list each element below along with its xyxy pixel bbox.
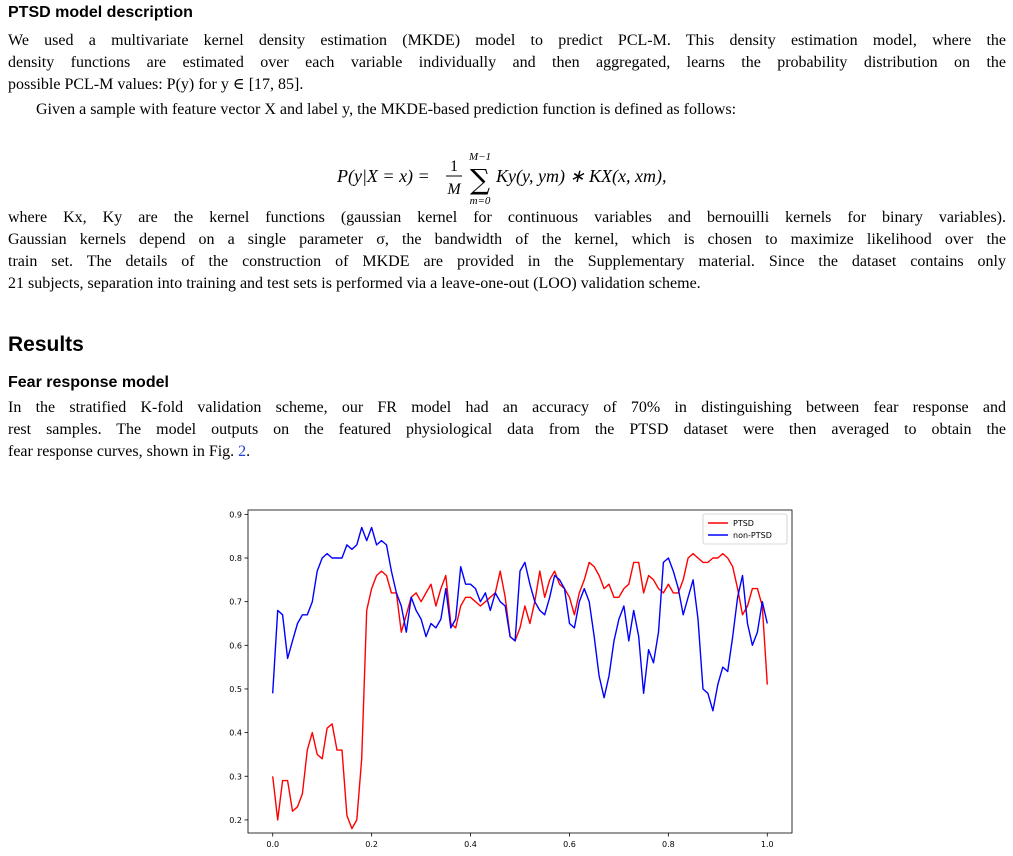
series-line-ptsd xyxy=(273,554,768,829)
equation-rhs: Ky(y, ym) ∗ KX(x, xm), xyxy=(496,166,667,186)
section-title-results: Results xyxy=(8,333,84,356)
series-lines xyxy=(273,528,768,829)
x-tick-label: 1.0 xyxy=(760,840,774,849)
y-tick-label: 0.2 xyxy=(229,815,242,825)
text-line: 21 subjects, separation into training and test sets is performed via a leave-one-out (LOO) validation scheme. xyxy=(8,275,701,292)
section-title-ptsd-model: PTSD model description xyxy=(8,4,193,21)
text-line: density functions are estimated over each variable individually and then aggregated, learns the probability distribution on the xyxy=(8,54,1006,71)
series-line-non-ptsd xyxy=(273,528,768,711)
legend xyxy=(703,514,787,544)
paragraph-kernels xyxy=(8,207,1006,295)
equation-mkde xyxy=(0,152,1013,207)
equation-lhs: P(y|X = x) = xyxy=(337,166,430,186)
legend-label: non-PTSD xyxy=(733,531,772,540)
equation-graphic xyxy=(0,152,1013,212)
subsection-title-fear-response: Fear response model xyxy=(8,374,169,391)
sum-symbol: ∑ xyxy=(470,163,490,196)
text-line: In the stratified K-fold validation scheme, our FR model had an accuracy of 70% in distinguishing between fear response and xyxy=(8,399,1006,416)
x-tick-label: 0.8 xyxy=(661,840,675,849)
equation-frac-den: M xyxy=(447,181,461,198)
x-tick-label: 0.0 xyxy=(266,840,280,849)
paragraph-prediction-intro: Given a sample with feature vector X and label y, the MKDE-based prediction function is defined as follows: xyxy=(36,101,737,118)
y-tick-label: 0.7 xyxy=(229,597,242,607)
figure-fear-response-curves xyxy=(0,500,1013,856)
paragraph-mkde-intro xyxy=(8,30,1006,96)
figure-reference-link[interactable]: 2 xyxy=(238,443,247,460)
x-tick-label: 0.6 xyxy=(563,840,576,849)
y-tick-label: 0.9 xyxy=(229,510,242,520)
x-tick-label: 0.4 xyxy=(464,840,477,849)
text-line: Gaussian kernels depend on a single parameter σ, the bandwidth of the kernel, which is chosen to maximize likelihood over the xyxy=(8,231,1006,248)
text-line: where Kx, Ky are the kernel functions (gaussian kernel for continuous variables and bernouilli kernels for binary variables). xyxy=(8,209,1006,226)
y-tick-label: 0.3 xyxy=(229,772,242,782)
text-line-suffix: . xyxy=(246,443,251,460)
text-line: possible PCL-M values: P(y) for y ∈ [17, 85]. xyxy=(8,76,304,93)
legend-label: PTSD xyxy=(733,519,754,528)
x-tick-label: 0.2 xyxy=(365,840,379,849)
y-tick-label: 0.6 xyxy=(229,641,242,651)
equation-sum-top: M−1 xyxy=(468,152,492,163)
axis-ticks xyxy=(229,510,773,849)
axes-frame xyxy=(248,510,792,833)
text-line: rest samples. The model outputs on the featured physiological data from the PTSD dataset were then averaged to obtain the xyxy=(8,421,1006,438)
y-tick-label: 0.8 xyxy=(229,554,242,564)
text-line: We used a multivariate kernel density estimation (MKDE) model to predict PCL-M. This density estimation model, where the xyxy=(8,32,1006,49)
text-line xyxy=(8,441,1006,463)
y-tick-label: 0.5 xyxy=(229,684,242,694)
equation-sum-bottom: m=0 xyxy=(469,195,491,207)
y-tick-label: 0.4 xyxy=(229,728,242,738)
equation-frac-num: 1 xyxy=(450,158,458,175)
text-line-content: fear response curves, shown in Fig. xyxy=(8,443,239,460)
text-line: train set. The details of the construction of MKDE are provided in the Supplementary material. Since the dataset contains only xyxy=(8,253,1006,270)
paragraph-fear-response xyxy=(8,397,1006,463)
